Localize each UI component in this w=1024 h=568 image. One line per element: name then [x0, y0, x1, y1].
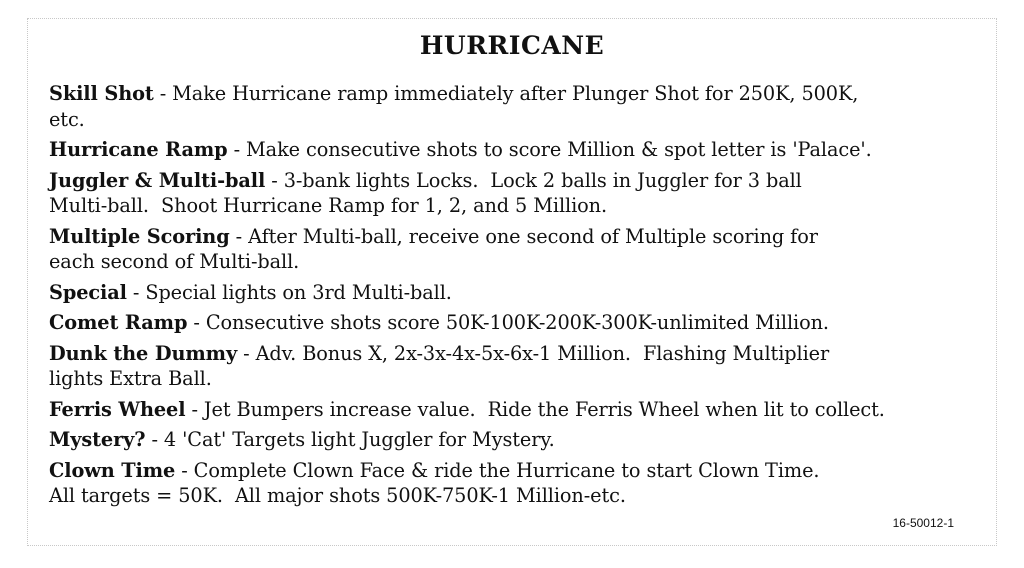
rule-text: - Consecutive shots score 50K-100K-200K-300K-unlimited Million.	[187, 311, 829, 334]
rule-name: Ferris Wheel	[49, 397, 186, 421]
rule-ferris-wheel	[49, 397, 994, 423]
rule-name: Skill Shot	[49, 82, 154, 105]
rule-name: Juggler & Multi-ball	[49, 168, 266, 192]
rule-text: - 4 'Cat' Targets light Juggler for Mystery.	[145, 428, 555, 451]
rule-multiple-scoring	[49, 224, 994, 275]
rule-text: - Adv. Bonus X, 2x-3x-4x-5x-6x-1 Million. Flashing Multiplier lights Extra Ball.	[49, 341, 830, 390]
rule-text: - Jet Bumpers increase value. Ride the Ferris Wheel when lit to collect.	[185, 397, 885, 421]
rules-list	[49, 81, 994, 514]
rule-juggler-multiball	[49, 168, 994, 219]
rule-text: - Make consecutive shots to score Million & spot letter is 'Palace'.	[227, 138, 872, 161]
rule-name: Dunk the Dummy	[49, 341, 238, 365]
rule-text: - Complete Clown Face & ride the Hurricane to start Clown Time. All targets = 50K. All major shots 500K-750K-1 Million-etc.	[49, 458, 820, 507]
rule-name: Hurricane Ramp	[49, 138, 228, 161]
rule-name: Mystery?	[49, 428, 146, 451]
card-title: HURRICANE	[419, 31, 605, 60]
part-number: 16-50012-1	[892, 516, 954, 530]
rule-name: Clown Time	[49, 458, 176, 482]
rule-text: - After Multi-ball, receive one second of Multiple scoring for each second of Multi-ball.	[49, 224, 818, 273]
rule-name: Comet Ramp	[49, 311, 188, 334]
rule-special	[49, 280, 994, 306]
rule-skill-shot	[49, 81, 994, 132]
rule-text: - 3-bank lights Locks. Lock 2 balls in Juggler for 3 ball Multi-ball. Shoot Hurricane Ramp for 1, 2, and 5 Million.	[49, 168, 802, 217]
rule-name: Special	[49, 280, 127, 304]
rule-dunk-the-dummy	[49, 341, 994, 392]
rule-text: - Special lights on 3rd Multi-ball.	[126, 280, 452, 304]
rule-hurricane-ramp	[49, 137, 994, 163]
rule-name: Multiple Scoring	[49, 224, 230, 248]
instruction-card	[27, 18, 997, 546]
rule-mystery	[49, 427, 994, 453]
rule-comet-ramp	[49, 310, 994, 336]
rule-clown-time	[49, 458, 994, 509]
rule-text: - Make Hurricane ramp immediately after Plunger Shot for 250K, 500K, etc.	[49, 82, 859, 131]
